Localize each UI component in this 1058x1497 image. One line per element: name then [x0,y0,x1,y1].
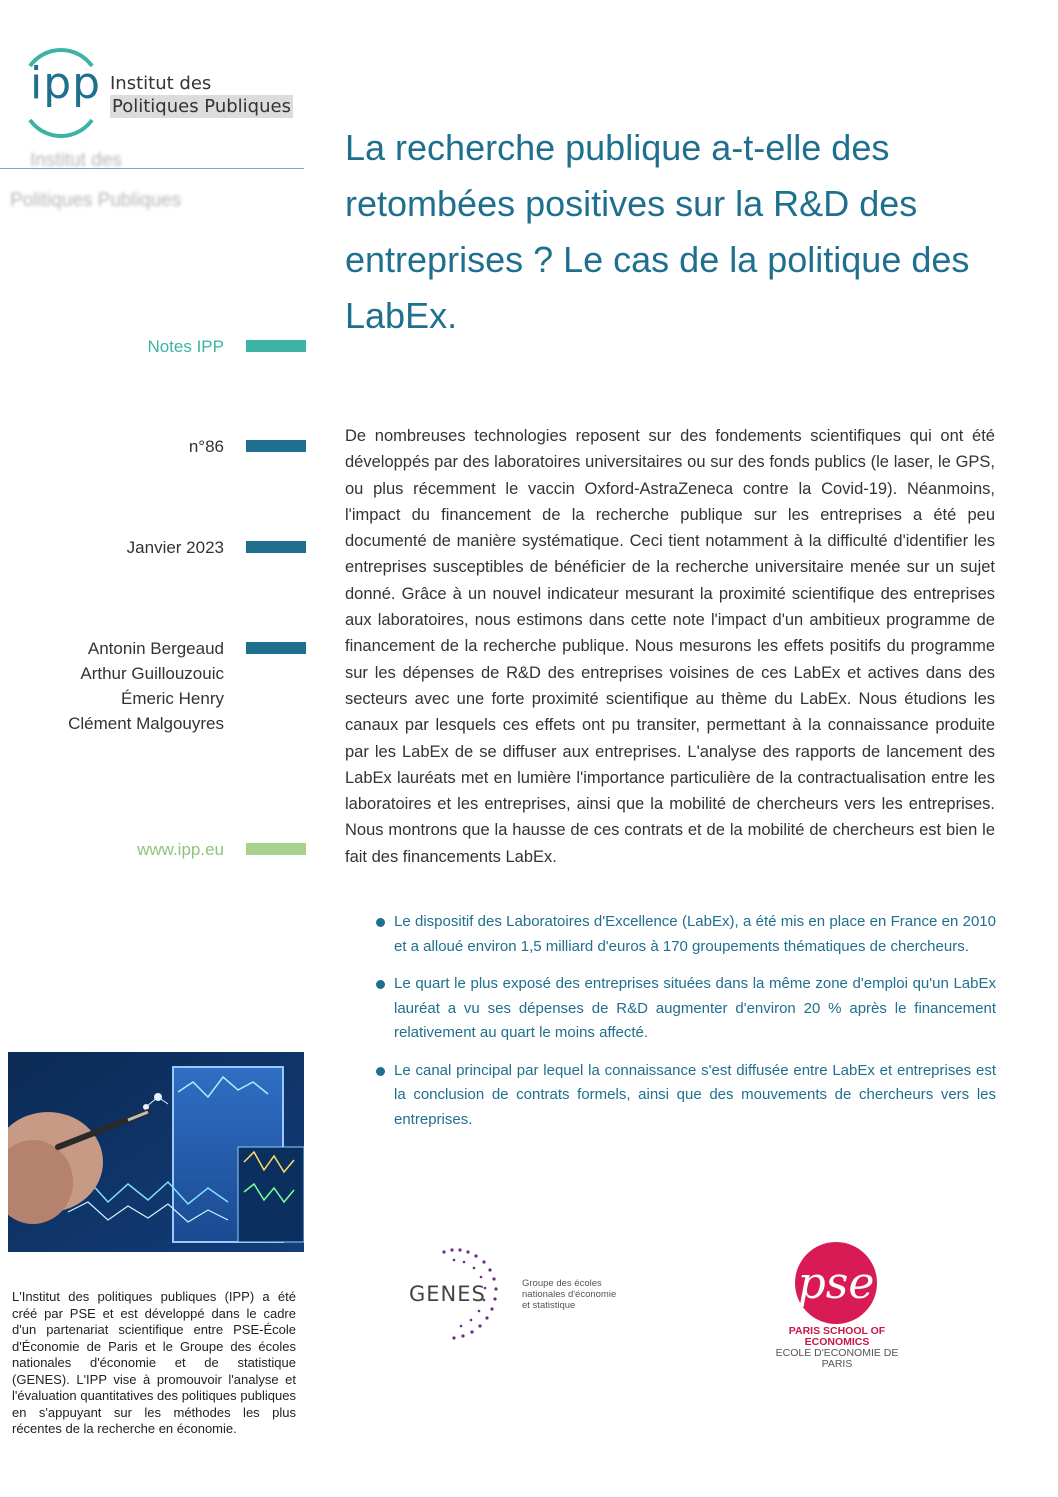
authors-list [68,636,224,736]
ipp-logo-name [110,72,293,118]
key-findings-list [376,910,996,1145]
note-number: n°86 [188,437,224,456]
website-link[interactable]: www.ipp.eu [137,840,224,859]
bullet-dot-icon [376,980,385,989]
publication-date: Janvier 2023 [126,538,224,557]
ghost-logo-line2: Politiques Publiques [10,190,182,211]
author: Antonin Bergeaud [87,639,224,658]
ipp-logo-abbr: ipp [30,58,102,109]
series-bar [246,340,306,352]
abstract-text: De nombreuses technologies reposent sur des fondements scientifiques qui ont été développés par des laboratoires universitaires ou sur des fonds publics (le laser, le GPS, ou plus récemment le vaccin Oxford-AstraZeneca contre la Covid-19). Néanmoins, l'impact du financement de la recherche publique sur les entreprises a été peu documenté de manière systématique. Ceci tient notamment à la difficulté d'identifier les entreprises susceptibles de bénéficier de la recherche universitaire menée sur un sujet donné. Grâce à un nouvel indicateur mesurant la proximité scientifique des entreprises aux laboratoires, nous estimons dans cette note l'impact d'un ambitieux programme de financement de la recherche publique. Nous mesurons les effets positifs du programme sur les dépenses de R&D des entreprises voisines de ces LabEx et actives dans des secteurs avec une forte proximité scientifique au thème du LabEx. Nous étudions les canaux par lesquels ces effets ont pu transiter, permettant à la connaissance produite par les LabEx de se diffuser aux entreprises. L'analyse des rapports de lancement des LabEx lauréats met en lumière l'importance particulière de la contractualisation entre les laboratoires et les entreprises, ainsi que la mobilité de chercheurs vers les entreprises. Nous montrons que la hausse de ces contrats et de la mobilité de chercheurs est bien le fait des financements LabEx. [345,427,995,866]
website-bar [246,843,306,855]
logo-name-line2: Politiques Publiques [112,96,291,117]
institute-description: L'Institut des politiques publiques (IPP) a été créé par PSE et est développé dans le cadre d'un partenariat scientifique entre PSE-École d'Économie de Paris et le Groupe des écoles nationales d'économie et de statistique (GENES). L'IPP vise à promouvoir l'analyse et l'évaluation quantitatives des politiques publiques en s'appuyant sur les méthodes les plus récentes de la recherche en économie. [12,1289,296,1436]
genes-sub-line: Groupe des écoles [522,1278,602,1289]
pse-line1: PARIS SCHOOL OF ECONOMICS [788,1325,886,1348]
key-finding [376,910,996,959]
author: Émeric Henry [121,689,224,708]
logo-name-line1: Institut des [110,73,212,94]
author: Clément Malgouyres [68,714,224,733]
key-finding [376,972,996,1046]
pse-logo-icon [793,1240,879,1326]
genes-logo-word: GENES [409,1282,486,1306]
page-title: La recherche publique a-t-elle des retombées positives sur la R&D des entreprises ? Le cas de la politique des LabEx. [345,127,970,336]
pse-line2: ECOLE D'ECONOMIE DE PARIS [775,1347,899,1370]
author: Arthur Guillouzouic [80,664,224,683]
key-finding-text: Le quart le plus exposé des entreprises situées dans la même zone d'emploi qu'un LabEx lauréat a vu ses dépenses de R&D augmenter d'environ 20 % après le financement relativement au quart le moins affecté. [394,975,996,1041]
bullet-dot-icon [376,1067,385,1076]
key-finding [376,1059,996,1133]
cover-photo-monitor-image [8,1052,304,1252]
key-finding-text: Le canal principal par lequel la connaissance s'est diffusée entre LabEx et entreprises est la conclusion de contrats formels, ainsi que des mouvements de chercheurs vers les entreprises. [394,1061,996,1128]
authors-bar [246,642,306,654]
genes-sub-line: nationales d'économie [522,1289,617,1300]
bullet-dot-icon [376,918,385,927]
number-bar [246,440,306,452]
header-divider [0,168,304,169]
pse-logo-text [762,1326,912,1370]
key-finding-text: Le dispositif des Laboratoires d'Excellence (LabEx), a été mis en place en France en 2010 et a alloué environ 1,5 milliard d'euros à 170 groupements thématiques de chercheurs. [394,913,996,955]
date-bar [246,541,306,553]
genes-logo-subtitle [522,1278,616,1311]
series-label: Notes IPP [147,337,224,356]
genes-sub-line: et statistique [522,1300,576,1311]
svg-text:pse: pse [797,1258,875,1309]
ghost-logo-line1: Institut des [30,150,122,171]
